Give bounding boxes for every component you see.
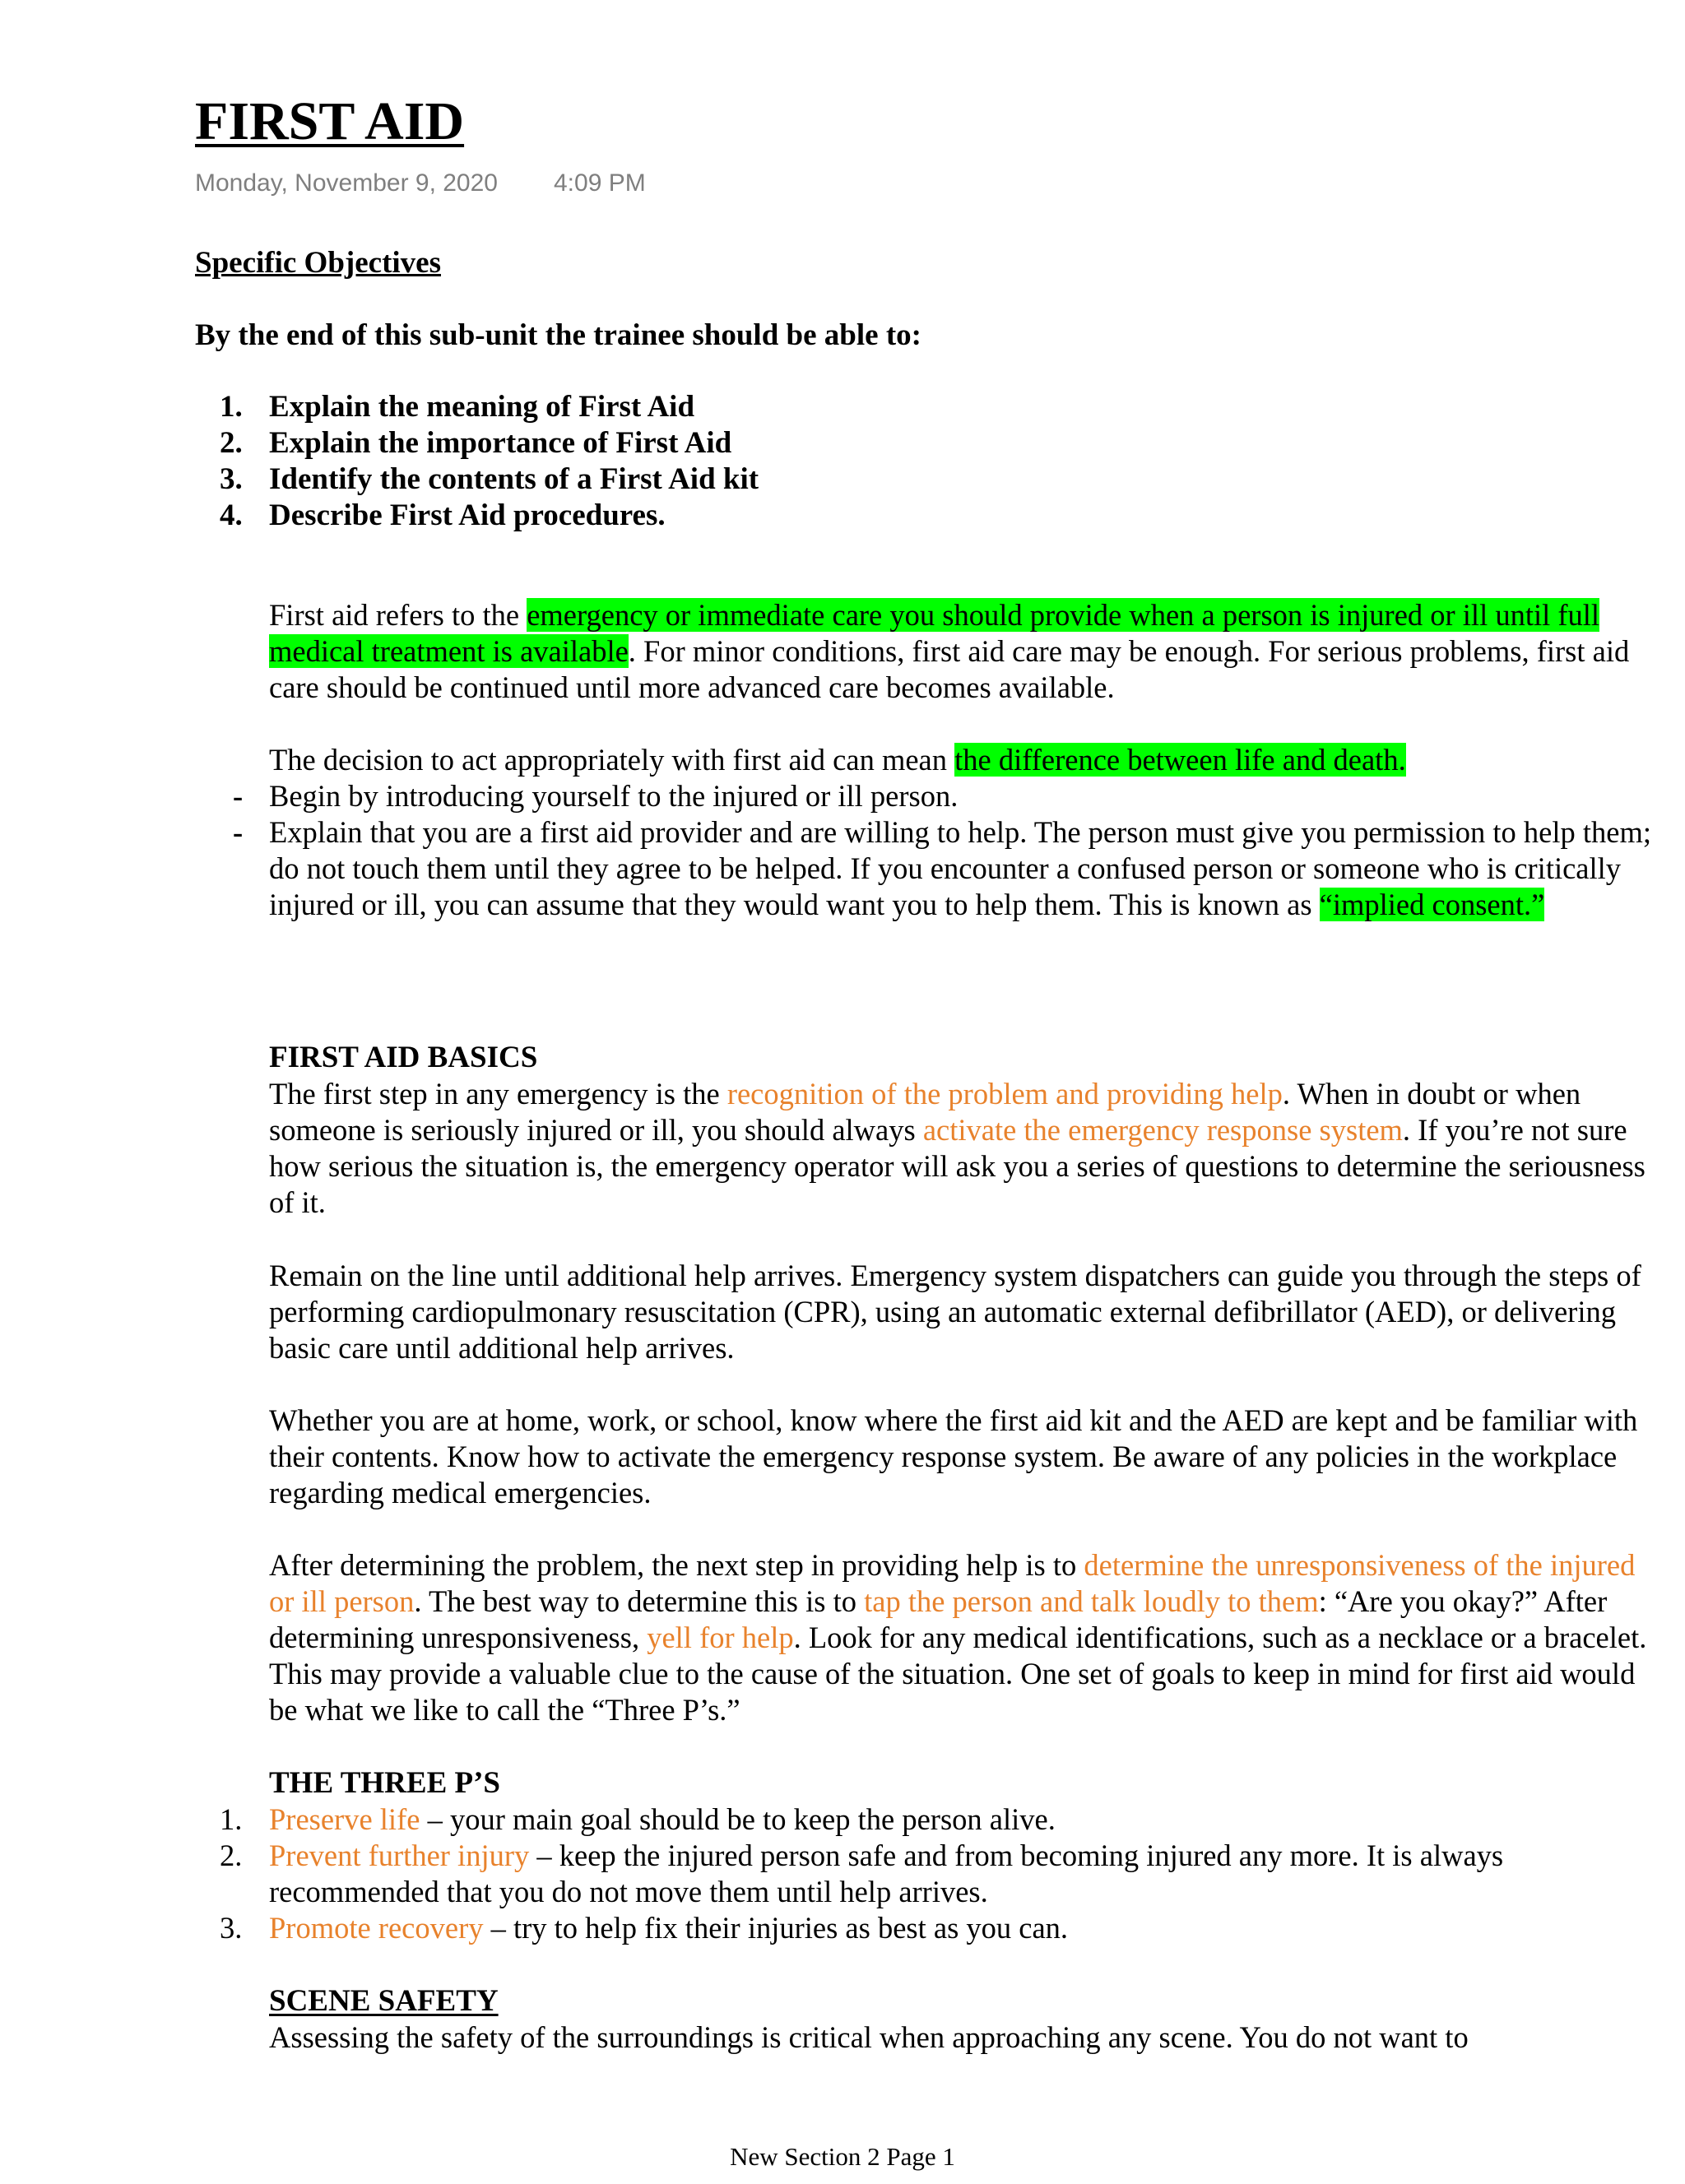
- list-item: [195, 425, 759, 461]
- emphasized-text: tap the person and talk loudly to them: [864, 1584, 1319, 1618]
- list-text: Begin by introducing yourself to the injured or ill person.: [269, 779, 959, 813]
- definition-paragraph: [269, 597, 1659, 706]
- objectives-heading: Specific Objectives: [195, 246, 441, 280]
- basics-paragraph-4: [269, 1547, 1659, 1728]
- text-run: . If you’re not sure how serious the situation is, the emergency operator will ask you a series of questions to determine the seriousness of it.: [269, 1113, 1646, 1219]
- list-item: [195, 498, 759, 534]
- dash-marker: -: [233, 779, 244, 813]
- list-text: Explain that you are a first aid provider and are willing to help. The person must give you permission to help them; do not touch them until they agree to be helped. If you encounter a confused person or someone who is critically injured or ill, you can assume that they would want you to help them. This is known as: [269, 815, 1651, 921]
- list-number: 3.: [220, 462, 243, 496]
- consent-bullet-list: [233, 778, 1659, 923]
- emphasized-text: Promote recovery: [269, 1911, 484, 1945]
- list-text: – keep the injured person safe and from becoming injured any more. It is always recommended that you do not move them until help arrives.: [269, 1839, 1504, 1908]
- list-text: Explain the importance of First Aid: [269, 426, 732, 460]
- emphasized-text: activate the emergency response system: [922, 1113, 1403, 1147]
- emphasized-text: recognition of the problem and providing help: [726, 1077, 1283, 1111]
- highlighted-text: “implied consent.”: [1319, 888, 1545, 921]
- list-item: [195, 389, 759, 425]
- dash-marker: -: [233, 815, 244, 849]
- scene-safety-paragraph: Assessing the safety of the surroundings is critical when approaching any scene. You do not want to: [269, 2020, 1469, 2054]
- basics-paragraph-2: Remain on the line until additional help arrives. Emergency system dispatchers can guide you through the steps of performing cardiopulmonary resuscitation (CPR), using an automatic external defibrillator (AED), or delivering basic care until additional help arrives.: [269, 1259, 1641, 1365]
- three-ps-heading: THE THREE P’S: [269, 1766, 501, 1800]
- text-run: : “Are you okay?” After determining unresponsiveness,: [269, 1584, 1608, 1654]
- list-number: 3.: [220, 1911, 243, 1945]
- basics-paragraph-3: Whether you are at home, work, or school, know where the first aid kit and the AED are kept and be familiar with their contents. Know how to activate the emergency response system. Be aware of any policies in the workplace regarding medical emergencies.: [269, 1403, 1638, 1509]
- list-text: – your main goal should be to keep the person alive.: [420, 1802, 1056, 1836]
- emphasized-text: Preserve life: [269, 1802, 420, 1836]
- list-item: [220, 1801, 1659, 1838]
- list-item: [195, 461, 759, 498]
- list-number: 2.: [220, 1839, 243, 1872]
- list-text: Describe First Aid procedures.: [269, 498, 666, 532]
- scene-safety-heading: SCENE SAFETY: [269, 1984, 499, 2018]
- page-time: 4:09 PM: [554, 169, 646, 197]
- three-ps-list: [220, 1801, 1659, 1946]
- page-footer: New Section 2 Page 1: [730, 2142, 955, 2171]
- list-text: – try to help fix their injuries as best as you can.: [483, 1911, 1069, 1945]
- list-number: 1.: [220, 1802, 243, 1836]
- objectives-list: [195, 389, 759, 534]
- list-text: Identify the contents of a First Aid kit: [269, 462, 759, 496]
- page-title: FIRST AID: [195, 91, 465, 151]
- text-run: . Look for any medical identifications, such as a necklace or a bracelet. This may provide a valuable clue to the cause of the situation. One set of goals to keep in mind for first aid would be what we like to call the “Three P’s.”: [269, 1621, 1647, 1727]
- list-number: 4.: [220, 498, 243, 532]
- emphasized-text: Prevent further injury: [269, 1839, 530, 1872]
- objectives-intro: By the end of this sub-unit the trainee should be able to:: [195, 318, 921, 352]
- emphasized-text: yell for help: [647, 1621, 794, 1654]
- text-run: . When in doubt or when someone is seriously injured or ill, you should always: [269, 1077, 1581, 1147]
- basics-heading: FIRST AID BASICS: [269, 1041, 538, 1074]
- list-number: 1.: [220, 390, 243, 424]
- text-run: . For minor conditions, first aid care may be enough. For serious problems, first aid care should be continued until more advanced care becomes available.: [269, 634, 1630, 704]
- basics-paragraph-1: [269, 1076, 1659, 1221]
- page-date: Monday, November 9, 2020: [195, 169, 498, 197]
- list-text: Explain the meaning of First Aid: [269, 390, 695, 424]
- list-item: [220, 1910, 1659, 1946]
- text-run: The first step in any emergency is the: [269, 1077, 727, 1111]
- text-run: First aid refers to the: [269, 598, 527, 632]
- text-run: The decision to act appropriately with first aid can mean: [269, 743, 955, 777]
- list-number: 2.: [220, 426, 243, 460]
- emphasized-text: determine the unresponsiveness of the injured or ill person: [269, 1548, 1636, 1618]
- text-run: After determining the problem, the next step in providing help is to: [269, 1548, 1084, 1582]
- list-item: [233, 778, 1659, 814]
- list-item: [220, 1838, 1659, 1910]
- highlighted-text: the difference between life and death.: [954, 743, 1406, 777]
- decision-paragraph: [269, 742, 1659, 778]
- text-run: . The best way to determine this is to: [414, 1584, 865, 1618]
- list-item: [233, 814, 1659, 923]
- highlighted-text: emergency or immediate care you should provide when a person is injured or ill until full medical treatment is available: [269, 598, 1600, 668]
